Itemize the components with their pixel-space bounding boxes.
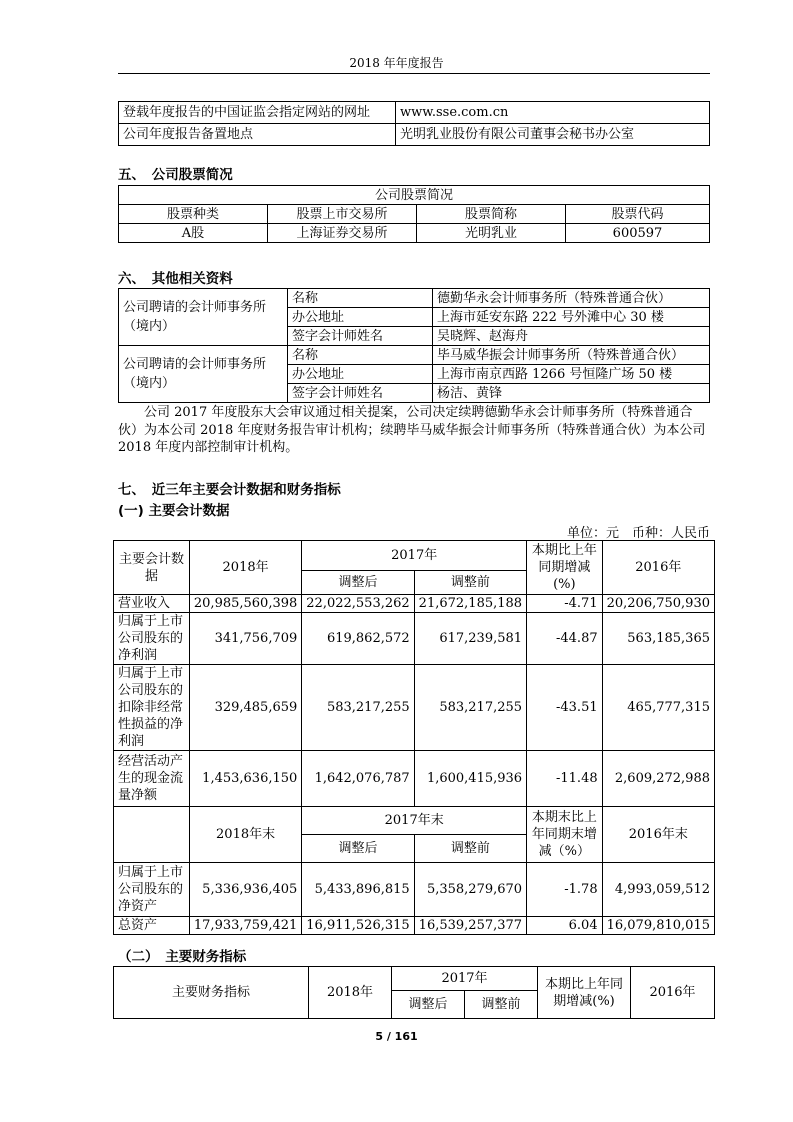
col-header-2016-end: 2016年末 — [602, 807, 714, 863]
blank-header — [114, 807, 190, 863]
disclosure-table — [118, 101, 710, 146]
auditor-field-key: 签字会计师姓名 — [288, 327, 433, 346]
cell-change: -44.87 — [527, 613, 603, 665]
cell-adjusted: 1,642,076,787 — [302, 751, 414, 807]
table-row — [114, 595, 715, 613]
cell-2018: 17,933,759,421 — [189, 917, 301, 935]
auditor-firm-label: 公司聘请的会计师事务所（境内） — [119, 346, 288, 403]
row-label: 总资产 — [114, 917, 190, 935]
cell-2018: 1,453,636,150 — [189, 751, 301, 807]
subsection-heading-1: (一) 主要会计数据 — [118, 503, 230, 519]
col-header-adjusted: 调整后 — [392, 991, 465, 1019]
row-label: 归属于上市公司股东的净资产 — [114, 863, 190, 917]
col-header-adjusted: 调整后 — [302, 571, 414, 595]
auditor-field-value: 德勤华永会计师事务所（特殊普通合伙） — [433, 289, 710, 308]
stock-header: 股票代码 — [566, 205, 710, 224]
col-header-2017: 2017年 — [302, 541, 527, 571]
cell-change: -11.48 — [527, 751, 603, 807]
auditor-firm-label: 公司聘请的会计师事务所（境内） — [119, 289, 288, 346]
cell-2016: 465,777,315 — [602, 665, 714, 751]
auditor-paragraph: 公司 2017 年度股东大会审议通过相关提案，公司决定续聘德勤华永会计师事务所（特殊普通合伙）为本公司 2018 年度财务报告审计机构；续聘毕马威华振会计师事务所（特殊普通合伙）为本公司 2018 年度内部控制审计机构。 — [118, 405, 706, 455]
col-header-change: 本期比上年同期增减(%) — [527, 541, 603, 595]
cell-pre-adjusted: 583,217,255 — [414, 665, 526, 751]
cell-adjusted: 22,022,553,262 — [302, 595, 414, 613]
cell-pre-adjusted: 617,239,581 — [414, 613, 526, 665]
stock-cell: A股 — [119, 224, 268, 243]
col-header-2016: 2016年 — [602, 541, 714, 595]
stock-header: 股票上市交易所 — [268, 205, 417, 224]
cell-2016: 16,079,810,015 — [602, 917, 714, 935]
auditor-field-value: 上海市南京西路 1266 号恒隆广场 50 楼 — [433, 365, 710, 384]
row-label: 归属于上市公司股东的扣除非经常性损益的净利润 — [114, 665, 190, 751]
col-header-pre-adjusted: 调整前 — [414, 571, 526, 595]
stock-header: 股票种类 — [119, 205, 268, 224]
cell-2018: 5,336,936,405 — [189, 863, 301, 917]
cell-pre-adjusted: 1,600,415,936 — [414, 751, 526, 807]
auditor-field-value: 吴晓辉、赵海舟 — [433, 327, 710, 346]
row-label: 归属于上市公司股东的净利润 — [114, 613, 190, 665]
cell-pre-adjusted: 5,358,279,670 — [414, 863, 526, 917]
cell-adjusted: 5,433,896,815 — [302, 863, 414, 917]
disclosure-value: www.sse.com.cn — [396, 102, 710, 124]
col-header-2016: 2016年 — [631, 967, 715, 1019]
stock-cell: 600597 — [566, 224, 710, 243]
col-header-pre-adjusted: 调整前 — [414, 835, 526, 863]
cell-change: -4.71 — [527, 595, 603, 613]
disclosure-label: 公司年度报告备置地点 — [119, 124, 396, 146]
cell-2016: 2,609,272,988 — [602, 751, 714, 807]
auditor-field-value: 上海市延安东路 222 号外滩中心 30 楼 — [433, 308, 710, 327]
disclosure-value: 光明乳业股份有限公司董事会秘书办公室 — [396, 124, 710, 146]
disclosure-label: 登载年度报告的中国证监会指定网站的网址 — [119, 102, 396, 124]
cell-change: -1.78 — [527, 863, 603, 917]
cell-adjusted: 619,862,572 — [302, 613, 414, 665]
table-row — [114, 751, 715, 807]
subsection-heading-2: （二） 主要财务指标 — [118, 949, 247, 965]
auditor-field-value: 杨洁、黄锋 — [433, 384, 710, 403]
col-header-pre-adjusted: 调整前 — [465, 991, 538, 1019]
page-header: 2018 年年度报告 — [349, 56, 444, 70]
cell-adjusted: 583,217,255 — [302, 665, 414, 751]
page-number: 5 / 161 — [375, 1030, 418, 1043]
cell-pre-adjusted: 16,539,257,377 — [414, 917, 526, 935]
row-label: 营业收入 — [114, 595, 190, 613]
cell-change: -43.51 — [527, 665, 603, 751]
auditor-field-value: 毕马威华振会计师事务所（特殊普通合伙） — [433, 346, 710, 365]
table-row — [114, 613, 715, 665]
auditor-field-key: 办公地址 — [288, 308, 433, 327]
cell-2016: 563,185,365 — [602, 613, 714, 665]
row-label: 经营活动产生的现金流量净额 — [114, 751, 190, 807]
table-row — [114, 665, 715, 751]
auditor-table — [118, 288, 710, 403]
auditor-field-key: 签字会计师姓名 — [288, 384, 433, 403]
col-header-change: 本期比上年同期增减(%) — [538, 967, 631, 1019]
col-header-2017-end: 2017年末 — [302, 807, 527, 835]
col-header-adjusted: 调整后 — [302, 835, 414, 863]
col-header-2018: 2018年 — [189, 541, 301, 595]
cell-2018: 329,485,659 — [189, 665, 301, 751]
cell-2018: 341,756,709 — [189, 613, 301, 665]
stock-header: 股票简称 — [417, 205, 566, 224]
stock-cell: 光明乳业 — [417, 224, 566, 243]
cell-2018: 20,985,560,398 — [189, 595, 301, 613]
cell-2016: 20,206,750,930 — [602, 595, 714, 613]
col-header-item: 主要会计数据 — [114, 541, 190, 595]
cell-pre-adjusted: 21,672,185,188 — [414, 595, 526, 613]
col-header-item: 主要财务指标 — [114, 967, 309, 1019]
financial-indicators-table — [113, 966, 715, 1019]
header-rule — [118, 73, 710, 74]
accounting-data-table — [113, 540, 715, 935]
section-heading-5: 五、 公司股票简况 — [118, 167, 233, 183]
col-header-2018-end: 2018年末 — [189, 807, 301, 863]
col-header-2017: 2017年 — [392, 967, 538, 991]
col-header-change-end: 本期末比上年同期末增减（%） — [527, 807, 603, 863]
cell-change: 6.04 — [527, 917, 603, 935]
stock-table — [118, 185, 710, 243]
unit-note: 单位：元 币种：人民币 — [566, 526, 710, 541]
section-heading-7: 七、 近三年主要会计数据和财务指标 — [118, 482, 341, 498]
auditor-field-key: 办公地址 — [288, 365, 433, 384]
cell-adjusted: 16,911,526,315 — [302, 917, 414, 935]
col-header-2018: 2018年 — [309, 967, 392, 1019]
table-row — [114, 917, 715, 935]
cell-2016: 4,993,059,512 — [602, 863, 714, 917]
table-row — [114, 863, 715, 917]
section-heading-6: 六、 其他相关资料 — [118, 271, 233, 287]
stock-cell: 上海证券交易所 — [268, 224, 417, 243]
auditor-field-key: 名称 — [288, 346, 433, 365]
stock-table-title: 公司股票简况 — [119, 186, 710, 205]
auditor-field-key: 名称 — [288, 289, 433, 308]
